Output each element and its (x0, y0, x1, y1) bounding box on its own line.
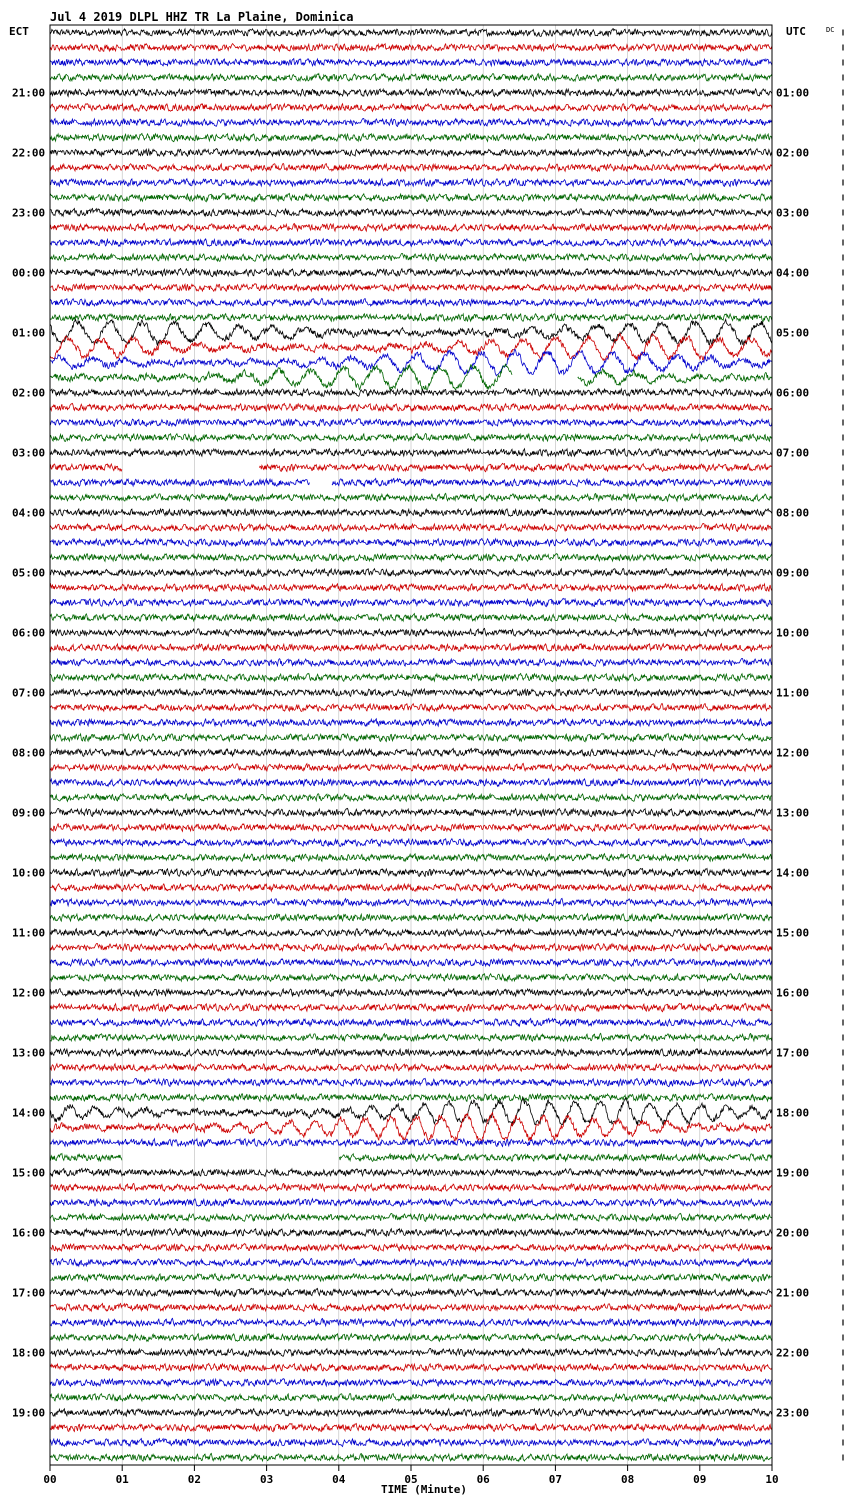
left-hour-label: 16:00 (12, 1226, 46, 1240)
right-hour-label: 15:00 (776, 926, 810, 940)
left-timezone-label: ECT (9, 25, 29, 38)
left-hour-label: 10:00 (12, 866, 46, 880)
dc-label: DC (826, 26, 835, 34)
right-hour-label: 18:00 (776, 1106, 810, 1120)
right-timezone-label: UTC (786, 25, 806, 38)
right-hour-label: 12:00 (776, 746, 810, 760)
right-hour-labels (776, 87, 809, 1420)
right-hour-label: 19:00 (776, 1166, 810, 1180)
right-hour-label: 11:00 (776, 686, 810, 700)
left-hour-label: 11:00 (12, 926, 46, 940)
right-hour-label: 07:00 (776, 446, 810, 460)
right-hour-label: 20:00 (776, 1226, 810, 1240)
left-hour-label: 05:00 (12, 566, 46, 580)
right-hour-label: 09:00 (776, 566, 810, 580)
x-tick-label: 09 (693, 1473, 707, 1486)
left-hour-label: 02:00 (12, 386, 46, 400)
left-hour-label: 12:00 (12, 986, 46, 1000)
left-hour-label: 00:00 (12, 266, 46, 280)
x-tick-label: 00 (43, 1473, 57, 1486)
x-tick-label: 05 (404, 1473, 418, 1486)
left-hour-labels (12, 87, 45, 1420)
left-hour-label: 19:00 (12, 1406, 46, 1420)
chart-title: Jul 4 2019 DLPL HHZ TR La Plaine, Dominica (50, 10, 354, 24)
left-hour-label: 18:00 (12, 1346, 46, 1360)
x-tick-label: 01 (115, 1473, 129, 1486)
right-hour-label: 06:00 (776, 386, 810, 400)
x-tick-label: 02 (187, 1473, 202, 1486)
left-hour-label: 17:00 (12, 1286, 46, 1300)
right-hour-label: 17:00 (776, 1046, 810, 1060)
x-tick-label: 03 (259, 1473, 274, 1486)
left-hour-label: 01:00 (12, 326, 46, 340)
left-hour-label: 08:00 (12, 746, 46, 760)
x-tick-label: 07 (548, 1473, 563, 1486)
right-hour-label: 23:00 (776, 1406, 810, 1420)
right-hour-label: 10:00 (776, 626, 810, 640)
x-tick-label: 08 (620, 1473, 635, 1486)
left-hour-label: 07:00 (12, 686, 46, 700)
x-tick-label: 10 (765, 1473, 779, 1486)
left-hour-label: 14:00 (12, 1106, 46, 1120)
right-hour-label: 14:00 (776, 866, 810, 880)
left-hour-label: 03:00 (12, 446, 46, 460)
right-hour-label: 13:00 (776, 806, 810, 820)
left-hour-label: 13:00 (12, 1046, 46, 1060)
right-hour-label: 02:00 (776, 146, 810, 160)
left-hour-label: 15:00 (12, 1166, 46, 1180)
left-hour-label: 09:00 (12, 806, 46, 820)
left-hour-label: 04:00 (12, 506, 46, 520)
x-tick-label: 06 (476, 1473, 490, 1486)
right-hour-label: 04:00 (776, 266, 810, 280)
right-hour-label: 01:00 (776, 86, 810, 100)
right-hour-label: 16:00 (776, 986, 810, 1000)
right-hour-label: 21:00 (776, 1286, 810, 1300)
right-hour-label: 22:00 (776, 1346, 810, 1360)
right-hour-label: 08:00 (776, 506, 810, 520)
x-tick-label: 04 (332, 1473, 346, 1486)
left-hour-label: 06:00 (12, 626, 46, 640)
right-hour-label: 05:00 (776, 326, 810, 340)
x-axis-label: TIME (Minute) (380, 1483, 468, 1496)
trace-51 (50, 794, 772, 802)
left-hour-label: 21:00 (12, 86, 46, 100)
left-hour-label: 23:00 (12, 206, 46, 220)
right-hour-label: 03:00 (776, 206, 810, 220)
left-hour-label: 22:00 (12, 146, 46, 160)
